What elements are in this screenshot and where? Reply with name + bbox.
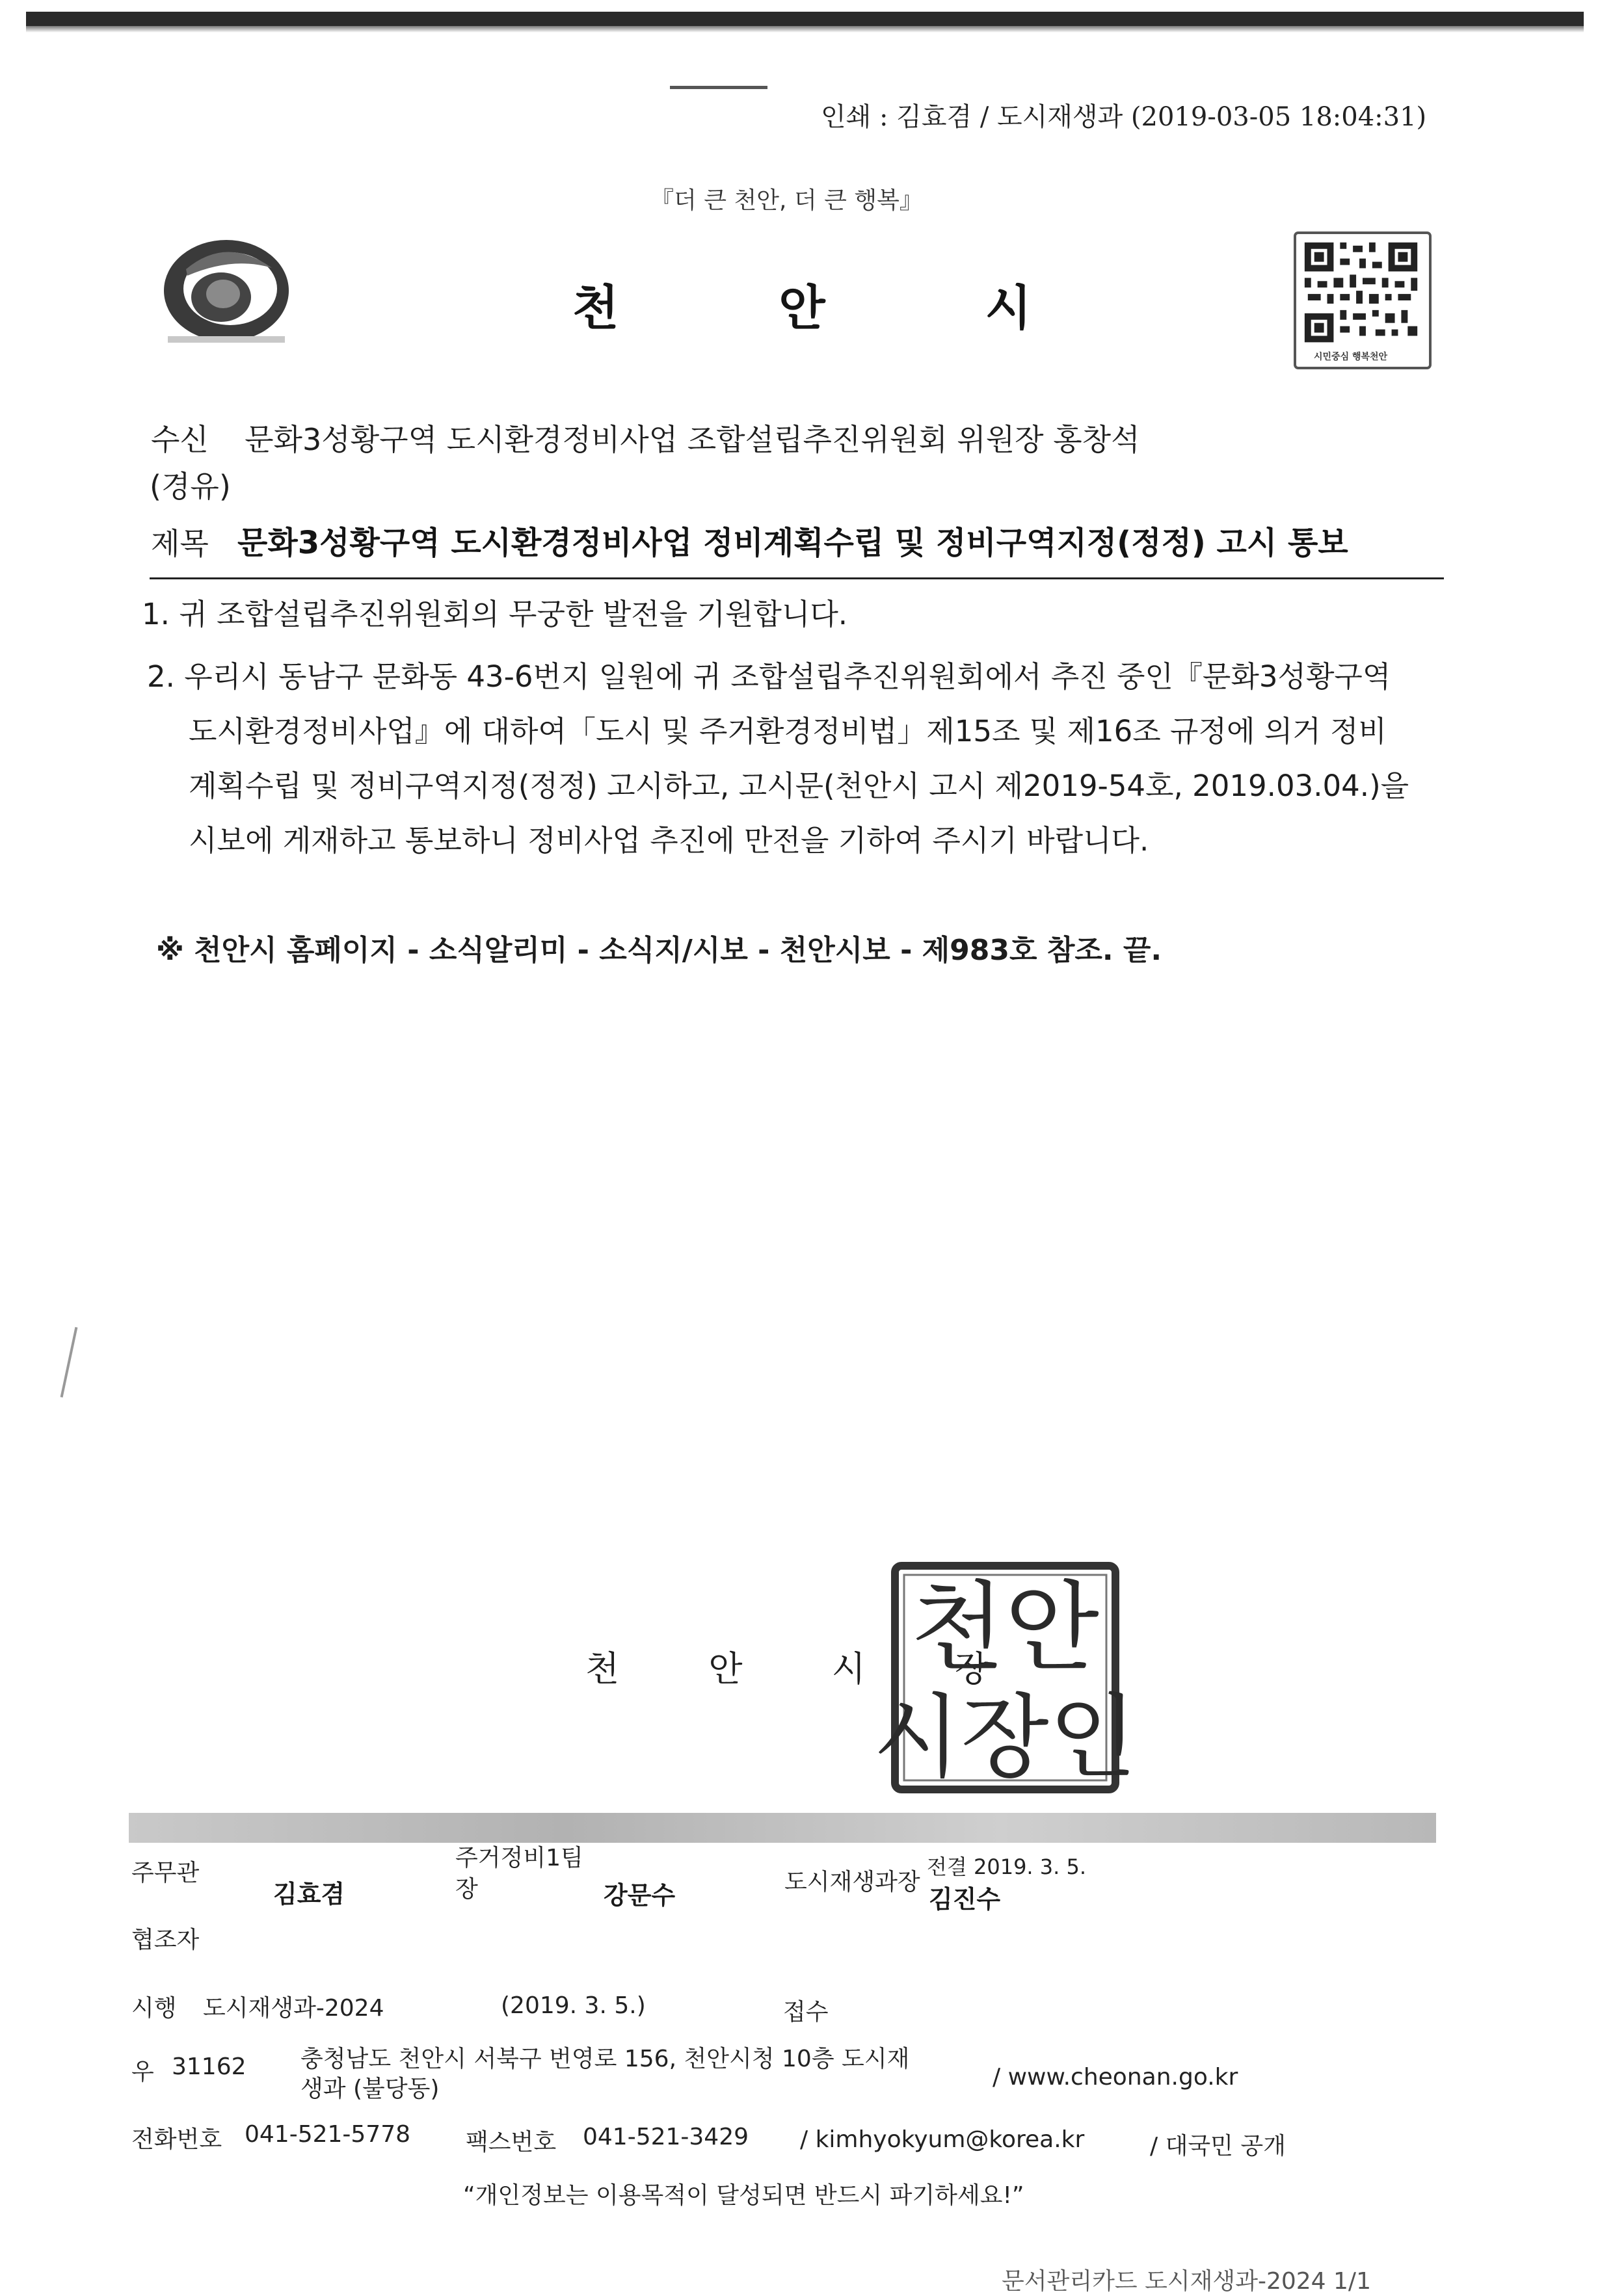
org-title: 천 안 시: [572, 280, 1032, 336]
scan-mark: [670, 86, 767, 89]
scan-top-border: [26, 12, 1584, 26]
city-logo-icon: [161, 229, 291, 346]
recipient-row: [151, 416, 1140, 459]
privacy-notice: “개인정보는 이용목적이 달성되면 반드시 파기하세요!”: [463, 2182, 1024, 2209]
footer-band: [129, 1813, 1436, 1843]
fax-number: 041-521-3429: [583, 2124, 749, 2150]
cooperator-label: 협조자: [131, 1927, 200, 1953]
reference-note: ※ 천안시 홈페이지 - 소식알리미 - 소식지/시보 - 천안시보 - 제983호 참조. 끝.: [156, 934, 1162, 967]
official-seal-icon: [873, 1561, 1137, 1795]
seal-bottom: 시장인: [873, 1685, 1137, 1791]
zip-label: 우: [131, 2059, 154, 2085]
recipient-value: 문화3성황구역 도시환경정비사업 조합설립추진위원회 위원장 홍창석: [245, 422, 1140, 457]
role-3-name: 김진수: [929, 1885, 1001, 1914]
role-3-title: 도시재생과장: [784, 1869, 920, 1895]
role-2-name: 강문수: [604, 1881, 676, 1910]
role-3-decision: 전결 2019. 3. 5.: [927, 1854, 1087, 1879]
recipient-label: 수신: [151, 422, 209, 457]
address-line-1: 충청남도 천안시 서북구 번영로 156, 천안시청 10층 도시재: [300, 2046, 910, 2072]
slogan: 『더 큰 천안, 더 큰 행복』: [650, 187, 923, 214]
receipt-label: 접수: [783, 1999, 829, 2025]
enforce-date: (2019. 3. 5.): [501, 1992, 646, 2019]
mayor-signature: 천 안 시 장: [585, 1648, 989, 1689]
seal-top: 천안: [911, 1572, 1099, 1685]
scan-top-shadow: [26, 26, 1584, 33]
qr-code-icon: [1294, 233, 1431, 368]
role-1-title: 주무관: [131, 1860, 200, 1886]
zip-code: 31162: [172, 2053, 247, 2080]
enforce-number: 도시재생과-2024: [203, 1995, 384, 2022]
body-item-2-line-4: 시보에 게재하고 통보하니 정비사업 추진에 만전을 기하여 주시기 바랍니다.: [189, 823, 1149, 858]
phone-label: 전화번호: [131, 2126, 222, 2153]
enforce-label: 시행: [131, 1995, 177, 2022]
subject-label: 제목: [151, 526, 209, 561]
body-item-2-line-1: 2. 우리시 동남구 문화동 43-6번지 일원에 귀 조합설립추진위원회에서 추진 중인『문화3성황구역: [147, 659, 1391, 694]
body-item-1: 1. 귀 조합설립추진위원회의 무궁한 발전을 기원합니다.: [142, 597, 848, 631]
subject-divider: [150, 577, 1444, 579]
website-link[interactable]: / www.cheonan.go.kr: [993, 2064, 1238, 2091]
disclosure-status: / 대국민 공개: [1150, 2133, 1286, 2159]
scan-scratch: [60, 1327, 78, 1397]
doc-card-cut: 문서관리카드 도시재생과-2024 1/1: [1002, 2268, 1371, 2295]
body-item-2-line-3: 계획수립 및 정비구역지정(정정) 고시하고, 고시문(천안시 고시 제2019-54호, 2019.03.04.)을: [189, 769, 1409, 803]
address-line-2: 생과 (불당동): [300, 2076, 440, 2102]
print-info: 인쇄 : 김효겸 / 도시재생과 (2019-03-05 18:04:31): [821, 102, 1427, 132]
role-1-name: 김효겸: [273, 1880, 345, 1908]
via-label: (경유): [150, 469, 231, 504]
role-2-title: 주거정비1팀 장: [455, 1845, 583, 1903]
qr-caption: 시민중심 행복천안: [1314, 352, 1388, 362]
body-item-2-line-2: 도시환경정비사업』에 대하여「도시 및 주거환경정비법」제15조 및 제16조 규정에 의거 정비: [189, 714, 1387, 748]
fax-label: 팩스번호: [466, 2129, 557, 2156]
phone-number: 041-521-5778: [245, 2121, 411, 2148]
subject-value: 문화3성황구역 도시환경정비사업 정비계획수립 및 정비구역지정(정정) 고시 통보: [237, 525, 1348, 561]
email-link[interactable]: / kimhyokyum@korea.kr: [800, 2126, 1085, 2153]
